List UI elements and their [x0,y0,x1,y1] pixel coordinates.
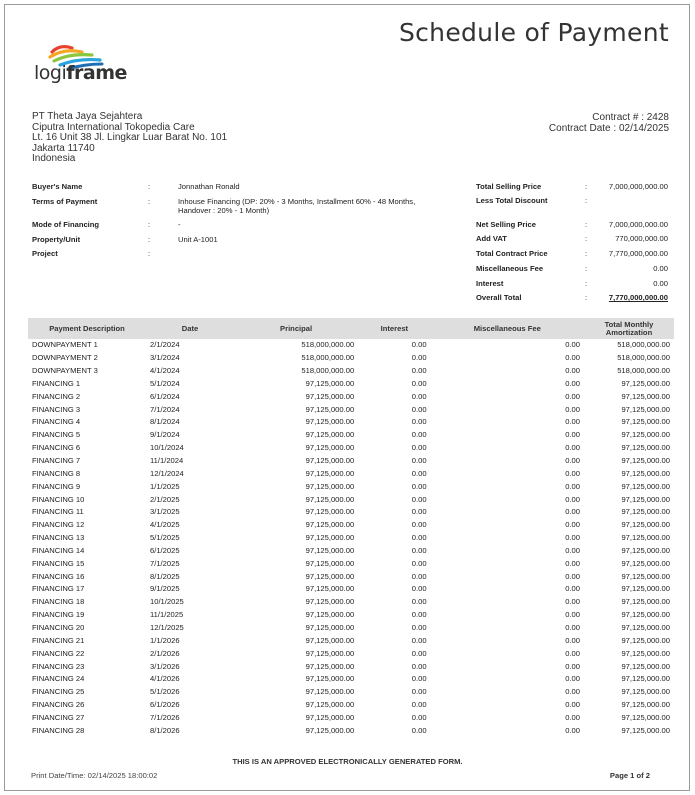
table-row [28,699,674,712]
cell-total: 97,125,000.00 [621,481,670,491]
colon: : [148,220,151,229]
cell-total: 97,125,000.00 [621,674,670,684]
cell-principal: 97,125,000.00 [305,571,355,581]
cell-date: 3/1/2025 [150,507,180,517]
company-name: PT Theta Jaya Sejahtera [32,111,143,122]
cell-misc-fee: 0.00 [565,404,580,414]
cell-description: FINANCING 19 [32,610,85,620]
buyer-info [32,182,452,262]
cell-description: FINANCING 8 [32,468,81,478]
cell-principal: 518,000,000.00 [301,353,355,363]
cell-date: 10/1/2025 [150,597,184,607]
cell-total: 97,125,000.00 [621,378,670,388]
cell-total: 97,125,000.00 [621,494,670,504]
cell-principal: 97,125,000.00 [305,481,355,491]
cell-description: FINANCING 27 [32,712,85,722]
cell-misc-fee: 0.00 [565,494,580,504]
table-row [28,390,674,403]
cell-misc-fee: 0.00 [565,558,580,568]
cell-total: 97,125,000.00 [621,417,670,427]
mode-of-financing-value: - [178,220,181,229]
cell-date: 7/1/2024 [150,404,180,414]
cell-principal: 518,000,000.00 [301,340,355,350]
cell-principal: 97,125,000.00 [305,674,355,684]
logo-text-bold: frame [66,62,127,84]
cell-interest: 0.00 [411,635,427,645]
cell-principal: 97,125,000.00 [305,404,355,414]
colon: : [585,264,588,273]
cell-total: 97,125,000.00 [621,622,670,632]
cell-principal: 97,125,000.00 [305,468,355,478]
cell-total: 97,125,000.00 [621,443,670,453]
cell-misc-fee: 0.00 [565,712,580,722]
cell-interest: 0.00 [411,378,427,388]
cell-date: 4/1/2025 [150,520,180,530]
cell-interest: 0.00 [411,725,427,735]
company-address [32,112,227,165]
cell-date: 3/1/2026 [150,661,180,671]
cell-principal: 97,125,000.00 [305,661,355,671]
cell-total: 97,125,000.00 [621,610,670,620]
cell-misc-fee: 0.00 [565,661,580,671]
cell-interest: 0.00 [411,571,427,581]
cell-misc-fee: 0.00 [565,700,580,710]
project-label: Project [32,249,58,258]
interest-label: Interest [476,279,504,288]
cell-description: FINANCING 25 [32,687,85,697]
cell-principal: 97,125,000.00 [305,610,355,620]
table-row [28,416,674,429]
cell-date: 4/1/2024 [150,366,180,376]
cell-date: 6/1/2024 [150,391,180,401]
table-row [28,609,674,622]
cell-total: 97,125,000.00 [621,520,670,530]
cell-misc-fee: 0.00 [565,443,580,453]
table-row [28,647,674,660]
cell-description: FINANCING 5 [32,430,81,440]
cell-principal: 97,125,000.00 [305,520,355,530]
cell-misc-fee: 0.00 [565,545,580,555]
colon: : [585,196,588,205]
cell-date: 6/1/2026 [150,700,180,710]
cell-interest: 0.00 [411,558,427,568]
cell-principal: 97,125,000.00 [305,584,355,594]
cell-interest: 0.00 [411,687,427,697]
cell-principal: 97,125,000.00 [305,648,355,658]
cell-interest: 0.00 [411,545,427,555]
header-miscellaneous-fee: Miscellaneous Fee [431,318,584,339]
cell-total: 97,125,000.00 [621,712,670,722]
cell-interest: 0.00 [411,584,427,594]
cell-principal: 97,125,000.00 [305,712,355,722]
cell-date: 5/1/2024 [150,378,180,388]
cell-description: FINANCING 22 [32,648,85,658]
table-row [28,352,674,365]
header-payment-description: Payment Description [28,318,146,339]
table-row [28,480,674,493]
total-selling-price-value: 7,000,000,000.00 [608,182,668,191]
table-row [28,724,674,737]
table-row [28,467,674,480]
miscellaneous-fee-value: 0.00 [653,264,668,273]
cell-total: 97,125,000.00 [621,687,670,697]
cell-interest: 0.00 [411,661,427,671]
buyer-name-value: Jonnathan Ronald [178,182,240,191]
cell-description: FINANCING 10 [32,494,85,504]
company-country: Indonesia [32,153,76,164]
colon: : [585,220,588,229]
table-body [28,339,674,737]
table-row [28,532,674,545]
cell-date: 4/1/2026 [150,674,180,684]
cell-interest: 0.00 [411,597,427,607]
cell-interest: 0.00 [411,494,427,504]
cell-total: 97,125,000.00 [621,545,670,555]
cell-description: FINANCING 23 [32,661,85,671]
cell-date: 11/1/2025 [150,610,184,620]
cell-total: 518,000,000.00 [617,353,670,363]
cell-date: 1/1/2026 [150,635,180,645]
cell-total: 518,000,000.00 [617,340,670,350]
cell-misc-fee: 0.00 [565,610,580,620]
logo-wordmark [34,62,127,84]
cell-interest: 0.00 [411,468,427,478]
cell-principal: 97,125,000.00 [305,443,355,453]
cell-description: DOWNPAYMENT 2 [32,353,98,363]
cell-description: FINANCING 28 [32,725,85,735]
cell-total: 97,125,000.00 [621,468,670,478]
header-interest: Interest [358,318,430,339]
cell-interest: 0.00 [411,533,427,543]
cell-description: FINANCING 16 [32,571,85,581]
cell-date: 7/1/2026 [150,712,180,722]
cell-misc-fee: 0.00 [565,597,580,607]
cell-total: 97,125,000.00 [621,648,670,658]
cell-description: FINANCING 3 [32,404,81,414]
cell-description: FINANCING 6 [32,443,81,453]
cell-description: FINANCING 12 [32,520,85,530]
cell-description: FINANCING 14 [32,545,85,555]
company-street: Lt. 16 Unit 38 Jl. Lingkar Luar Barat No. 101 [32,132,228,143]
cell-principal: 97,125,000.00 [305,507,355,517]
cell-misc-fee: 0.00 [565,687,580,697]
colon: : [148,249,151,258]
table-row [28,557,674,570]
cell-misc-fee: 0.00 [565,725,580,735]
cell-interest: 0.00 [411,610,427,620]
colon: : [585,234,588,243]
cell-description: FINANCING 4 [32,417,81,427]
cell-description: FINANCING 7 [32,456,81,466]
cell-date: 5/1/2025 [150,533,180,543]
table-row [28,493,674,506]
cell-total: 97,125,000.00 [621,635,670,645]
cell-date: 8/1/2024 [150,417,180,427]
header-date: Date [146,318,234,339]
cell-total: 97,125,000.00 [621,507,670,517]
table-row [28,686,674,699]
approval-note: THIS IS AN APPROVED ELECTRONICALLY GENERATED FORM. [232,757,463,766]
table-row [28,519,674,532]
cell-date: 9/1/2025 [150,584,180,594]
cell-principal: 97,125,000.00 [305,378,355,388]
cell-misc-fee: 0.00 [565,622,580,632]
document-title: Schedule of Payment [398,18,669,47]
cell-principal: 97,125,000.00 [305,635,355,645]
cell-principal: 97,125,000.00 [305,533,355,543]
cell-total: 97,125,000.00 [621,571,670,581]
cell-description: FINANCING 13 [32,533,85,543]
cell-misc-fee: 0.00 [565,571,580,581]
table-row [28,429,674,442]
cell-description: FINANCING 15 [32,558,85,568]
net-selling-price-value: 7,000,000,000.00 [608,220,668,229]
cell-description: FINANCING 21 [32,635,85,645]
cell-date: 3/1/2024 [150,353,180,363]
cell-total: 97,125,000.00 [621,558,670,568]
table-row [28,545,674,558]
table-row [28,339,674,352]
mode-of-financing-label: Mode of Financing [32,220,100,229]
cell-misc-fee: 0.00 [565,584,580,594]
cell-interest: 0.00 [411,340,427,350]
colon: : [585,249,588,258]
cell-description: FINANCING 18 [32,597,85,607]
cell-misc-fee: 0.00 [565,507,580,517]
contract-number: Contract # : 2428 [592,112,669,123]
colon: : [585,182,588,191]
table-row [28,673,674,686]
cell-principal: 97,125,000.00 [305,456,355,466]
cell-date: 8/1/2026 [150,725,180,735]
cell-interest: 0.00 [411,712,427,722]
cell-total: 97,125,000.00 [621,661,670,671]
colon: : [148,197,151,206]
overall-total-label: Overall Total [476,293,522,302]
colon: : [585,293,588,302]
cell-principal: 97,125,000.00 [305,417,355,427]
cell-description: FINANCING 9 [32,481,81,491]
cell-misc-fee: 0.00 [565,417,580,427]
cell-interest: 0.00 [411,507,427,517]
property-unit-value: Unit A-1001 [178,235,218,244]
table-row [28,622,674,635]
cell-date: 8/1/2025 [150,571,180,581]
cell-misc-fee: 0.00 [565,674,580,684]
cell-date: 12/1/2024 [150,468,184,478]
table-header-row [28,318,674,339]
less-total-discount-label: Less Total Discount [476,196,548,205]
net-selling-price-label: Net Selling Price [476,220,536,229]
cell-interest: 0.00 [411,674,427,684]
cell-misc-fee: 0.00 [565,635,580,645]
property-unit-label: Property/Unit [32,235,81,244]
table-row [28,583,674,596]
cell-principal: 97,125,000.00 [305,687,355,697]
cell-description: FINANCING 20 [32,622,85,632]
cell-misc-fee: 0.00 [565,353,580,363]
cell-principal: 97,125,000.00 [305,391,355,401]
print-datetime: Print Date/Time: 02/14/2025 18:00:02 [31,771,158,780]
page-number: Page 1 of 2 [609,771,650,780]
company-city: Jakarta 11740 [32,142,95,154]
cell-misc-fee: 0.00 [565,378,580,388]
cell-interest: 0.00 [411,430,427,440]
table-row [28,442,674,455]
company-building: Ciputra International Tokopedia Care [32,121,195,133]
cell-description: FINANCING 17 [32,584,85,594]
cell-interest: 0.00 [411,700,427,710]
cell-description: FINANCING 2 [32,391,81,401]
cell-misc-fee: 0.00 [565,468,580,478]
logo-text-light: logi [34,62,67,84]
cell-total: 97,125,000.00 [621,584,670,594]
cell-description: FINANCING 11 [32,507,84,517]
cell-interest: 0.00 [411,443,427,453]
cell-interest: 0.00 [411,622,427,632]
cell-date: 12/1/2025 [150,622,184,632]
contract-date: Contract Date : 02/14/2025 [548,123,669,134]
cell-interest: 0.00 [411,520,427,530]
cell-misc-fee: 0.00 [565,430,580,440]
cell-date: 6/1/2025 [150,545,180,555]
cell-misc-fee: 0.00 [565,366,580,376]
price-summary [476,182,668,308]
cell-principal: 97,125,000.00 [305,597,355,607]
cell-date: 9/1/2024 [150,430,180,440]
table-row [28,365,674,378]
colon: : [148,235,151,244]
cell-date: 5/1/2026 [150,687,180,697]
cell-date: 2/1/2026 [150,648,180,658]
cell-misc-fee: 0.00 [565,340,580,350]
cell-principal: 97,125,000.00 [305,494,355,504]
cell-interest: 0.00 [411,404,427,414]
payment-schedule-table [28,318,674,737]
cell-principal: 97,125,000.00 [305,622,355,632]
cell-date: 10/1/2024 [150,443,184,453]
contract-info [549,112,669,134]
cell-description: FINANCING 26 [32,700,85,710]
header-principal: Principal [234,318,358,339]
cell-total: 97,125,000.00 [621,597,670,607]
total-contract-price-label: Total Contract Price [476,249,548,258]
cell-principal: 97,125,000.00 [305,430,355,440]
cell-date: 1/1/2025 [150,481,180,491]
cell-principal: 97,125,000.00 [305,700,355,710]
table-row [28,455,674,468]
table-row [28,660,674,673]
header-total-monthly-amortization: Total Monthly Amortization [584,318,674,339]
cell-date: 2/1/2025 [150,494,180,504]
colon: : [148,182,151,191]
overall-total-value: 7,770,000,000.00 [608,293,668,302]
table-row [28,634,674,647]
buyer-name-label: Buyer's Name [32,182,83,191]
table-row [28,403,674,416]
cell-interest: 0.00 [411,353,427,363]
cell-interest: 0.00 [411,648,427,658]
table-row [28,506,674,519]
cell-principal: 97,125,000.00 [305,545,355,555]
total-contract-price-value: 7,770,000,000.00 [608,249,668,258]
add-vat-value: 770,000,000.00 [615,234,668,243]
cell-misc-fee: 0.00 [565,533,580,543]
cell-date: 2/1/2024 [150,340,180,350]
cell-interest: 0.00 [411,417,427,427]
cell-interest: 0.00 [411,456,427,466]
total-selling-price-label: Total Selling Price [476,182,542,191]
table-row [28,570,674,583]
terms-of-payment-value: Inhouse Financing (DP: 20% - 3 Months, Installment 60% - 48 Months, Handover : 20% - 1 Month) [178,197,416,215]
table-row [28,711,674,724]
cell-total: 97,125,000.00 [621,700,670,710]
cell-interest: 0.00 [411,481,427,491]
cell-interest: 0.00 [411,366,427,376]
cell-principal: 97,125,000.00 [305,558,355,568]
cell-description: DOWNPAYMENT 3 [32,366,98,376]
cell-description: FINANCING 1 [32,378,81,388]
cell-misc-fee: 0.00 [565,456,580,466]
interest-value: 0.00 [653,279,668,288]
cell-misc-fee: 0.00 [565,648,580,658]
cell-total: 97,125,000.00 [621,430,670,440]
cell-total: 97,125,000.00 [621,391,670,401]
miscellaneous-fee-label: Miscellaneous Fee [476,264,544,273]
cell-description: FINANCING 24 [32,674,85,684]
colon: : [585,279,588,288]
cell-principal: 97,125,000.00 [305,725,355,735]
cell-description: DOWNPAYMENT 1 [32,340,98,350]
cell-total: 97,125,000.00 [621,533,670,543]
cell-total: 97,125,000.00 [621,404,670,414]
cell-total: 97,125,000.00 [621,725,670,735]
cell-misc-fee: 0.00 [565,520,580,530]
cell-principal: 518,000,000.00 [301,366,355,376]
cell-date: 7/1/2025 [150,558,180,568]
cell-misc-fee: 0.00 [565,481,580,491]
cell-date: 11/1/2024 [150,456,184,466]
cell-misc-fee: 0.00 [565,391,580,401]
table-row [28,378,674,391]
cell-total: 518,000,000.00 [617,366,670,376]
table-row [28,596,674,609]
terms-of-payment-label: Terms of Payment [32,197,98,206]
cell-interest: 0.00 [411,391,427,401]
cell-total: 97,125,000.00 [621,456,670,466]
add-vat-label: Add VAT [476,234,507,243]
